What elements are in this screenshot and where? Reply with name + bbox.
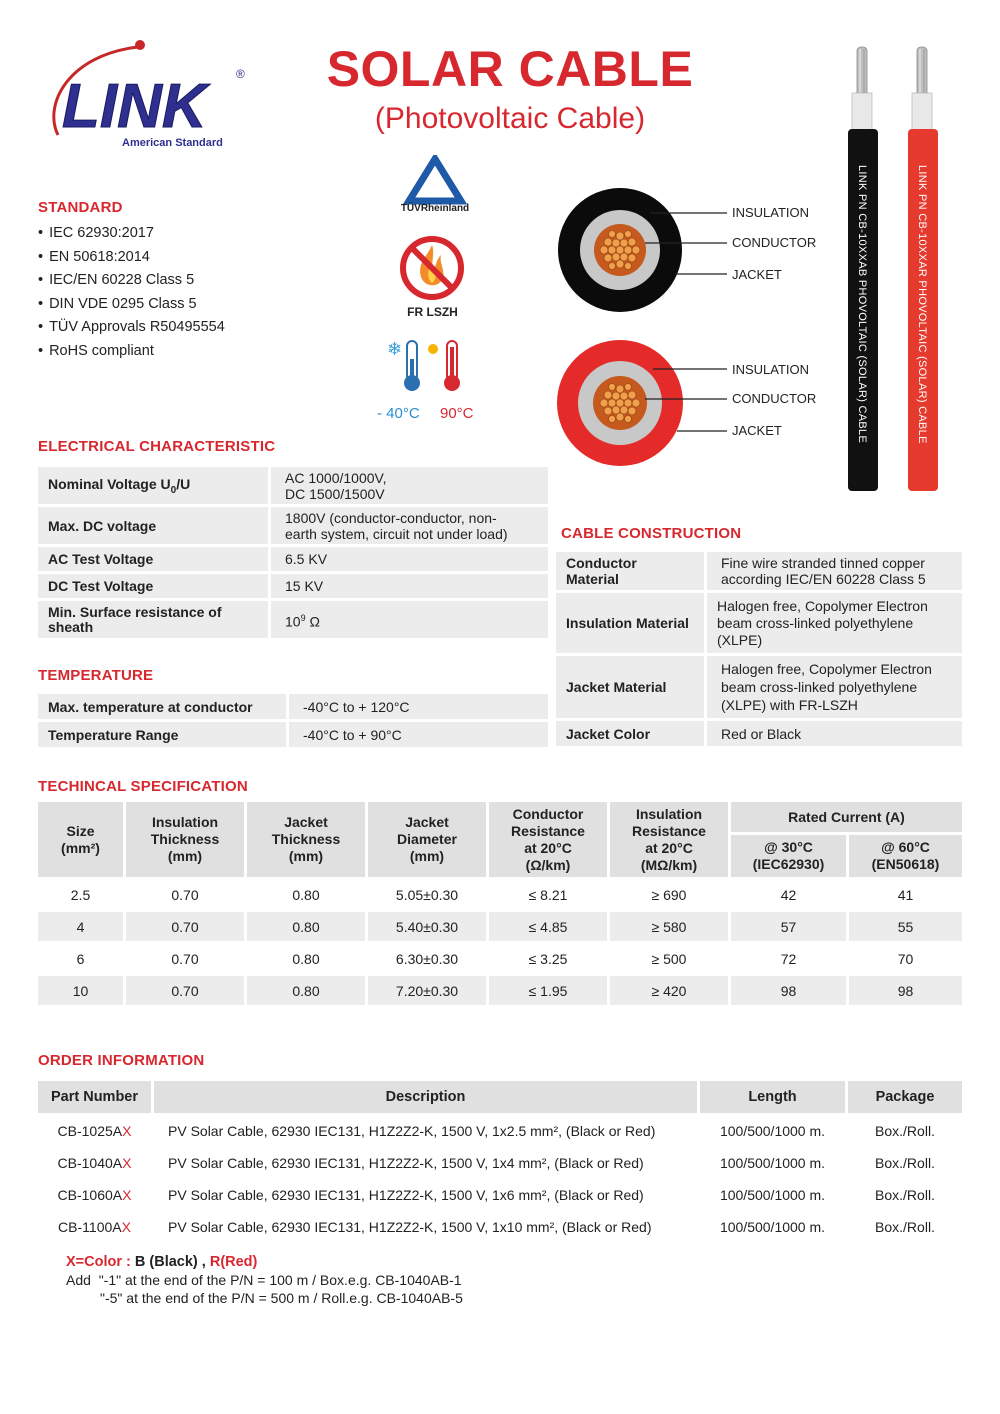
table-row <box>38 944 962 973</box>
temperature-value: -40°C to + 90°C <box>289 722 548 747</box>
construction-value-line: beam cross-linked polyethylene <box>721 679 918 695</box>
electrical-key: DC Test Voltage <box>38 574 268 598</box>
order-package: Box./Roll. <box>848 1148 962 1177</box>
table-row <box>38 467 548 504</box>
svg-text:❄: ❄ <box>387 339 403 360</box>
spec-cell: 98 <box>731 976 846 1005</box>
spec-header-line: Jacket <box>284 814 328 830</box>
spec-cell: 6.30±0.30 <box>368 944 486 973</box>
part-number-base: CB-1040A <box>57 1154 123 1171</box>
spec-cell: 10 <box>38 976 123 1005</box>
spec-header-line: (mm) <box>288 848 324 864</box>
spec-header-line: Thickness <box>150 831 220 847</box>
order-title: ORDER INFORMATION <box>38 1052 205 1069</box>
table-row <box>556 593 962 653</box>
fr-lszh-badge <box>395 233 470 323</box>
electrical-key <box>38 601 268 638</box>
resistance-unit: Ω <box>305 613 320 630</box>
spec-cell: 55 <box>849 912 962 941</box>
spec-header-jacket-thickness <box>247 802 365 877</box>
spec-header-line: (MΩ/km) <box>640 856 698 873</box>
spec-header-insulation-thickness <box>126 802 244 877</box>
spec-header-line: Conductor <box>512 805 584 822</box>
table-row <box>38 507 548 544</box>
order-package: Box./Roll. <box>848 1116 962 1145</box>
order-header-row <box>38 1081 962 1113</box>
spec-cell: 0.80 <box>247 944 365 973</box>
temperature-table <box>35 691 551 750</box>
cable-red-illustration <box>906 45 940 495</box>
construction-key-line: Material <box>566 571 619 587</box>
order-description: PV Solar Cable, 62930 IEC131, H1Z2Z2-K, 1500 V, 1x2.5 mm², (Black or Red) <box>154 1116 697 1145</box>
electrical-table <box>35 464 551 641</box>
order-part-number <box>38 1180 151 1209</box>
spec-header-60c <box>849 835 962 877</box>
spec-cell: ≥ 580 <box>610 912 728 941</box>
color-note-red: R(Red) <box>209 1254 258 1270</box>
spec-header-jacket-diameter <box>368 802 486 877</box>
spec-header-line: (Ω/km) <box>525 856 571 873</box>
standard-item: • RoHS compliant <box>38 340 225 364</box>
color-note-label: X=Color : <box>66 1254 131 1270</box>
spec-header-line: @ 60°C <box>881 839 930 855</box>
spec-cell: 0.70 <box>126 976 244 1005</box>
order-length: 100/500/1000 m. <box>700 1148 845 1177</box>
electrical-key-sub: 0 <box>170 484 177 496</box>
spec-cell: 2.5 <box>38 880 123 909</box>
order-header-length: Length <box>700 1081 845 1113</box>
table-row <box>38 1148 962 1177</box>
cable-cross-section-red <box>555 335 845 470</box>
spec-header-line: Thickness <box>271 831 341 847</box>
diagram-label-jacket: JACKET <box>732 423 782 438</box>
spec-header-row <box>38 802 962 832</box>
spec-header-line: Insulation <box>151 814 219 830</box>
cable-print-red: LINK PN CB-10XXAR PHOVOLTAIC (SOLAR) CABLE <box>916 165 928 444</box>
diagram-label-conductor: CONDUCTOR <box>732 391 817 406</box>
spec-cell: ≥ 690 <box>610 880 728 909</box>
spec-cell: 5.05±0.30 <box>368 880 486 909</box>
spec-header-line: @ 30°C <box>764 839 813 855</box>
electrical-key-line: sheath <box>48 618 94 635</box>
construction-value-line: Fine wire stranded tinned copper <box>721 555 925 571</box>
page-title: SOLAR CABLE <box>326 41 694 97</box>
no-fire-icon <box>397 233 467 303</box>
part-number-base: CB-1100A <box>58 1218 122 1235</box>
order-header-part-number: Part Number <box>38 1081 151 1113</box>
standard-item: • IEC/EN 60228 Class 5 <box>38 269 225 293</box>
diagram-label-insulation: INSULATION <box>732 362 810 377</box>
spec-cell: 6 <box>38 944 123 973</box>
construction-value-line: (XLPE) <box>717 631 763 648</box>
cable-black-illustration <box>846 45 880 495</box>
electrical-value-line: AC 1000/1000V, <box>285 469 387 486</box>
electrical-key: Max. DC voltage <box>38 507 268 544</box>
spec-header-rated-current: Rated Current (A) <box>731 802 962 832</box>
page-subtitle: (Photovoltaic Cable) <box>374 102 646 135</box>
spec-cell: 57 <box>731 912 846 941</box>
brand-registered: ® <box>236 67 245 81</box>
fr-lszh-label: FR LSZH <box>407 305 458 319</box>
svg-text:LINK: LINK <box>62 72 207 141</box>
order-length: 100/500/1000 m. <box>700 1180 845 1209</box>
construction-value-line: beam cross-linked polyethylene <box>717 614 914 631</box>
order-header-package: Package <box>848 1081 962 1113</box>
spec-header-line: Diameter <box>397 831 457 847</box>
order-notes <box>66 1253 666 1307</box>
spec-cell: 98 <box>849 976 962 1005</box>
electrical-value <box>271 467 548 504</box>
spec-header-line: (mm²) <box>61 839 100 856</box>
spec-cell: ≥ 500 <box>610 944 728 973</box>
order-body <box>38 1116 962 1241</box>
order-table <box>35 1078 965 1244</box>
order-part-number <box>38 1148 151 1177</box>
construction-key <box>556 552 704 590</box>
spec-cell: ≤ 4.85 <box>489 912 607 941</box>
order-length: 100/500/1000 m. <box>700 1116 845 1145</box>
order-package: Box./Roll. <box>848 1212 962 1241</box>
spec-cell: 0.80 <box>247 976 365 1005</box>
spec-header-line: Resistance <box>511 822 585 839</box>
spec-cell: 0.70 <box>126 880 244 909</box>
spec-header-insulation-resistance <box>610 802 728 877</box>
standard-item: • DIN VDE 0295 Class 5 <box>38 293 225 317</box>
part-number-color: X <box>122 1186 132 1203</box>
spec-cell: 5.40±0.30 <box>368 912 486 941</box>
order-part-number <box>38 1212 151 1241</box>
spec-table <box>35 799 965 1008</box>
order-description: PV Solar Cable, 62930 IEC131, H1Z2Z2-K, 1500 V, 1x10 mm², (Black or Red) <box>154 1212 697 1241</box>
standard-list <box>38 222 225 364</box>
spec-title: TECHINCAL SPECIFICATION <box>38 778 248 795</box>
spec-header-line: (mm) <box>409 848 445 864</box>
brand-tagline: American Standard <box>122 137 223 149</box>
part-number-color: X <box>122 1154 132 1171</box>
tuv-label: TÜVRheinland <box>400 203 470 214</box>
part-number-base: CB-1060A <box>57 1186 123 1203</box>
spec-header-line: at 20°C <box>645 839 693 856</box>
construction-value-line: Halogen free, Copolymer Electron <box>717 597 928 614</box>
electrical-title: ELECTRICAL CHARACTERISTIC <box>38 438 276 455</box>
part-number-color: X <box>121 1218 131 1235</box>
spec-cell: 42 <box>731 880 846 909</box>
order-package: Box./Roll. <box>848 1180 962 1209</box>
spec-header-line: at 20°C <box>524 839 572 856</box>
standard-item: • EN 50618:2014 <box>38 246 225 270</box>
temp-low-label: - 40°C <box>377 405 420 422</box>
part-number-color: X <box>122 1122 132 1139</box>
construction-key-line: Conductor <box>566 555 637 571</box>
spec-header-line: (mm) <box>167 848 203 864</box>
spec-cell: 4 <box>38 912 123 941</box>
spec-cell: ≤ 3.25 <box>489 944 607 973</box>
temperature-value: -40°C to + 120°C <box>289 694 548 719</box>
part-number-base: CB-1025A <box>57 1122 123 1139</box>
construction-key: Jacket Color <box>556 721 704 746</box>
add-note-text: "-1" at the end of the P/N = 100 m / Box.e.g. CB-1040AB-1 <box>98 1272 462 1288</box>
electrical-value: 6.5 KV <box>271 547 548 571</box>
table-row <box>38 880 962 909</box>
color-note-black: B (Black) , <box>134 1254 206 1270</box>
standard-item: • TÜV Approvals R50495554 <box>38 316 225 340</box>
order-description: PV Solar Cable, 62930 IEC131, H1Z2Z2-K, 1500 V, 1x4 mm², (Black or Red) <box>154 1148 697 1177</box>
spec-cell: 7.20±0.30 <box>368 976 486 1005</box>
diagram-label-conductor: CONDUCTOR <box>732 235 817 250</box>
order-part-number <box>38 1116 151 1145</box>
construction-key: Jacket Material <box>556 656 704 718</box>
spec-cell: 0.80 <box>247 880 365 909</box>
spec-header-line: Size <box>66 822 95 839</box>
electrical-key-line: Min. Surface resistance of <box>48 603 222 620</box>
electrical-key: AC Test Voltage <box>38 547 268 571</box>
table-row <box>38 1116 962 1145</box>
spec-header-30c <box>731 835 846 877</box>
temperature-key: Max. temperature at conductor <box>38 694 286 719</box>
temperature-key: Temperature Range <box>38 722 286 747</box>
spec-cell: 70 <box>849 944 962 973</box>
table-row <box>38 694 548 719</box>
construction-value: Red or Black <box>707 721 962 746</box>
resistance-base: 10 <box>285 613 301 630</box>
spec-header-size <box>38 802 123 877</box>
temp-high-label: 90°C <box>440 405 474 422</box>
cable-print-black: LINK PN CB-10XXAB PHOVOLTAIC (SOLAR) CABLE <box>856 165 868 444</box>
construction-value-line: according IEC/EN 60228 Class 5 <box>721 571 926 587</box>
temperature-title: TEMPERATURE <box>38 667 154 684</box>
spec-cell: 72 <box>731 944 846 973</box>
construction-value <box>707 593 962 653</box>
diagram-label-insulation: INSULATION <box>732 205 810 220</box>
table-row <box>38 574 548 598</box>
spec-cell: 0.80 <box>247 912 365 941</box>
spec-cell: 41 <box>849 880 962 909</box>
construction-value <box>707 656 962 718</box>
electrical-key <box>38 467 268 504</box>
order-description: PV Solar Cable, 62930 IEC131, H1Z2Z2-K, 1500 V, 1x6 mm², (Black or Red) <box>154 1180 697 1209</box>
table-row <box>556 656 962 718</box>
temperature-badge <box>375 335 485 430</box>
standard-item: • IEC 62930:2017 <box>38 222 225 246</box>
spec-cell: ≥ 420 <box>610 976 728 1005</box>
table-row <box>556 721 962 746</box>
cable-cross-section-black <box>555 188 845 318</box>
construction-value-line: Halogen free, Copolymer Electron <box>721 661 932 677</box>
electrical-value-line: DC 1500/1500V <box>285 485 385 502</box>
brand-logo <box>38 35 253 155</box>
electrical-value <box>271 507 548 544</box>
spec-cell: ≤ 1.95 <box>489 976 607 1005</box>
tuv-triangle-icon <box>395 155 475 205</box>
table-row <box>38 1212 962 1241</box>
color-note <box>66 1253 666 1271</box>
table-row <box>38 547 548 571</box>
table-row <box>38 976 962 1005</box>
spec-header-line: Jacket <box>405 814 449 830</box>
resistance-exp: 9 <box>300 612 306 623</box>
spec-header-line: (IEC62930) <box>752 856 825 872</box>
add-note-2 <box>66 1289 666 1307</box>
spec-header-line: Insulation <box>635 805 703 822</box>
spec-header-line: (EN50618) <box>871 856 940 872</box>
spec-header-line: Resistance <box>632 822 706 839</box>
spec-body <box>38 880 962 1005</box>
spec-cell: ≤ 8.21 <box>489 880 607 909</box>
table-row <box>38 912 962 941</box>
spec-header-conductor-resistance <box>489 802 607 877</box>
electrical-key-text: Nominal Voltage U <box>48 475 171 492</box>
order-length: 100/500/1000 m. <box>700 1212 845 1241</box>
electrical-value-line: earth system, circuit not under load) <box>285 525 508 542</box>
standard-title: STANDARD <box>38 199 123 216</box>
add-note-text: "-5" at the end of the P/N = 500 m / Roll.e.g. CB-1040AB-5 <box>100 1290 463 1306</box>
electrical-value <box>271 601 548 638</box>
electrical-value: 15 KV <box>271 574 548 598</box>
construction-value-line: (XLPE) with FR-LSZH <box>721 697 858 713</box>
electrical-key-tail: /U <box>176 475 191 492</box>
construction-key: Insulation Material <box>556 593 704 653</box>
tuv-badge <box>395 155 475 220</box>
table-row <box>556 552 962 590</box>
electrical-value-line: 1800V (conductor-conductor, non- <box>285 509 497 526</box>
spec-cell: 0.70 <box>126 944 244 973</box>
table-row <box>38 722 548 747</box>
add-note-prefix: Add <box>66 1272 91 1288</box>
add-note-1 <box>66 1271 666 1289</box>
construction-value <box>707 552 962 590</box>
construction-table <box>553 549 965 749</box>
diagram-label-jacket: JACKET <box>732 267 782 282</box>
table-row <box>38 601 548 638</box>
table-row <box>38 1180 962 1209</box>
order-header-description: Description <box>154 1081 697 1113</box>
construction-title: CABLE CONSTRUCTION <box>561 525 742 542</box>
spec-cell: 0.70 <box>126 912 244 941</box>
thermometer-icon <box>375 335 485 397</box>
